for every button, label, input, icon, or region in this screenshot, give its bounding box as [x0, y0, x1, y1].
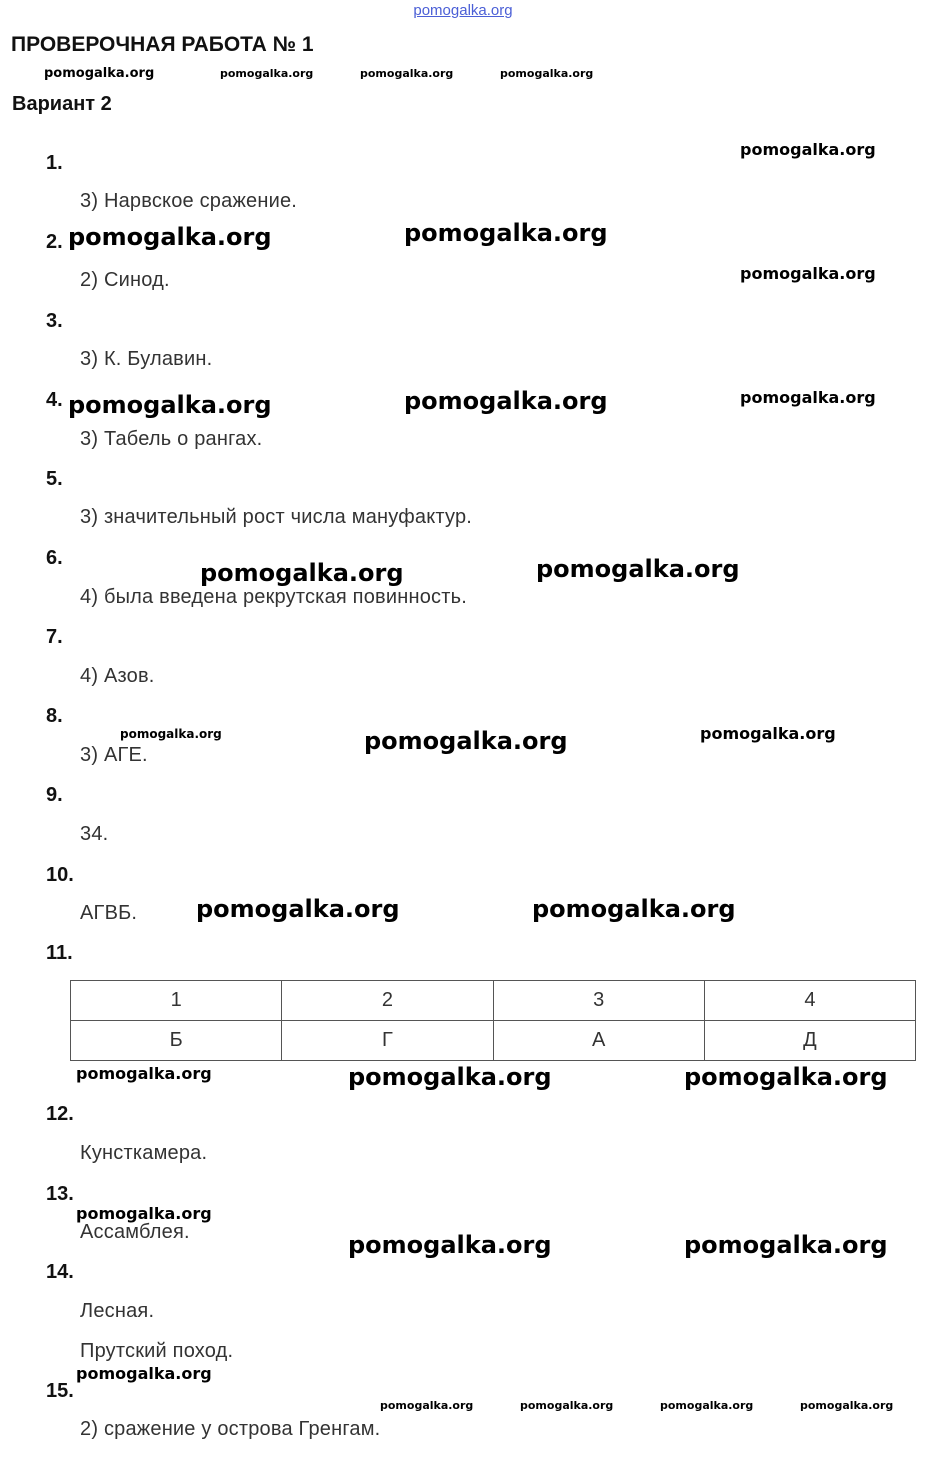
answer-text: Кунсткамера.: [80, 1142, 208, 1164]
table-header-cell: 1: [71, 981, 282, 1021]
table-header-cell: 2: [282, 981, 493, 1021]
watermark: pomogalka.org: [404, 219, 608, 247]
watermark: pomogalka.org: [76, 1204, 212, 1223]
watermark: pomogalka.org: [532, 895, 736, 923]
question-number: 1.: [46, 152, 63, 174]
question-number: 2.: [46, 231, 63, 253]
question-number: 8.: [46, 705, 63, 727]
answer-text: 34.: [80, 823, 109, 845]
answer-text: 2) сражение у острова Гренгам.: [80, 1418, 381, 1440]
answer-text: 3) Нарвское сражение.: [80, 190, 298, 212]
watermark: pomogalka.org: [404, 387, 608, 415]
table-row: [71, 1021, 916, 1061]
answer-text: Прутский поход.: [80, 1340, 234, 1362]
question-number: 15.: [46, 1380, 74, 1402]
watermark: pomogalka.org: [220, 67, 314, 80]
watermark: pomogalka.org: [684, 1063, 888, 1091]
watermark: pomogalka.org: [68, 391, 272, 419]
table-cell: А: [493, 1021, 704, 1061]
watermark: pomogalka.org: [68, 223, 272, 251]
question-number: 11.: [46, 942, 73, 964]
answer-text: 3) АГЕ.: [80, 744, 148, 766]
answer-text: 2) Синод.: [80, 269, 170, 291]
watermark: pomogalka.org: [536, 555, 740, 583]
question-number: 10.: [46, 864, 74, 886]
question-number: 9.: [46, 784, 63, 806]
watermark: pomogalka.org: [76, 1364, 212, 1383]
watermark: pomogalka.org: [360, 67, 454, 80]
question-number: 3.: [46, 310, 63, 332]
answer-text: 3) К. Булавин.: [80, 348, 213, 370]
question-number: 14.: [46, 1261, 74, 1283]
watermark: pomogalka.org: [500, 67, 594, 80]
watermark: pomogalka.org: [740, 264, 876, 283]
watermark: pomogalka.org: [740, 388, 876, 407]
question-number: 7.: [46, 626, 63, 648]
top-site-link[interactable]: pomogalka.org: [413, 2, 513, 19]
question-number: 13.: [46, 1183, 74, 1205]
table-cell: Г: [282, 1021, 493, 1061]
table-header-cell: 4: [704, 981, 915, 1021]
watermark: pomogalka.org: [684, 1231, 888, 1259]
watermark: pomogalka.org: [196, 895, 400, 923]
watermark: pomogalka.org: [76, 1064, 212, 1083]
answer-text: Ассамблея.: [80, 1221, 190, 1243]
watermark: pomogalka.org: [800, 1399, 894, 1412]
answer-text: 3) Табель о рангах.: [80, 428, 263, 450]
watermark: pomogalka.org: [44, 66, 155, 81]
question-number: 12.: [46, 1103, 74, 1125]
watermark: pomogalka.org: [348, 1063, 552, 1091]
page-title: ПРОВЕРОЧНАЯ РАБОТА № 1: [11, 33, 314, 56]
variant-heading: Вариант 2: [12, 93, 112, 115]
answer-text: 4) Азов.: [80, 665, 155, 687]
answer-table: [70, 980, 916, 1061]
answer-text: Лесная.: [80, 1300, 155, 1322]
watermark: pomogalka.org: [348, 1231, 552, 1259]
question-number: 6.: [46, 547, 63, 569]
watermark: pomogalka.org: [520, 1399, 614, 1412]
question-number: 4.: [46, 389, 63, 411]
table-cell: Д: [704, 1021, 915, 1061]
watermark: pomogalka.org: [700, 724, 836, 743]
answer-text: АГВБ.: [80, 902, 138, 924]
watermark: pomogalka.org: [364, 727, 568, 755]
table-header-cell: 3: [493, 981, 704, 1021]
table-row: [71, 981, 916, 1021]
answer-text: 3) значительный рост числа мануфактур.: [80, 506, 473, 528]
answer-text: 4) была введена рекрутская повинность.: [80, 586, 467, 608]
watermark: pomogalka.org: [120, 727, 222, 741]
watermark: pomogalka.org: [380, 1399, 474, 1412]
watermark: pomogalka.org: [660, 1399, 754, 1412]
watermark: pomogalka.org: [740, 140, 876, 159]
table-cell: Б: [71, 1021, 282, 1061]
question-number: 5.: [46, 468, 63, 490]
watermark: pomogalka.org: [200, 559, 404, 587]
